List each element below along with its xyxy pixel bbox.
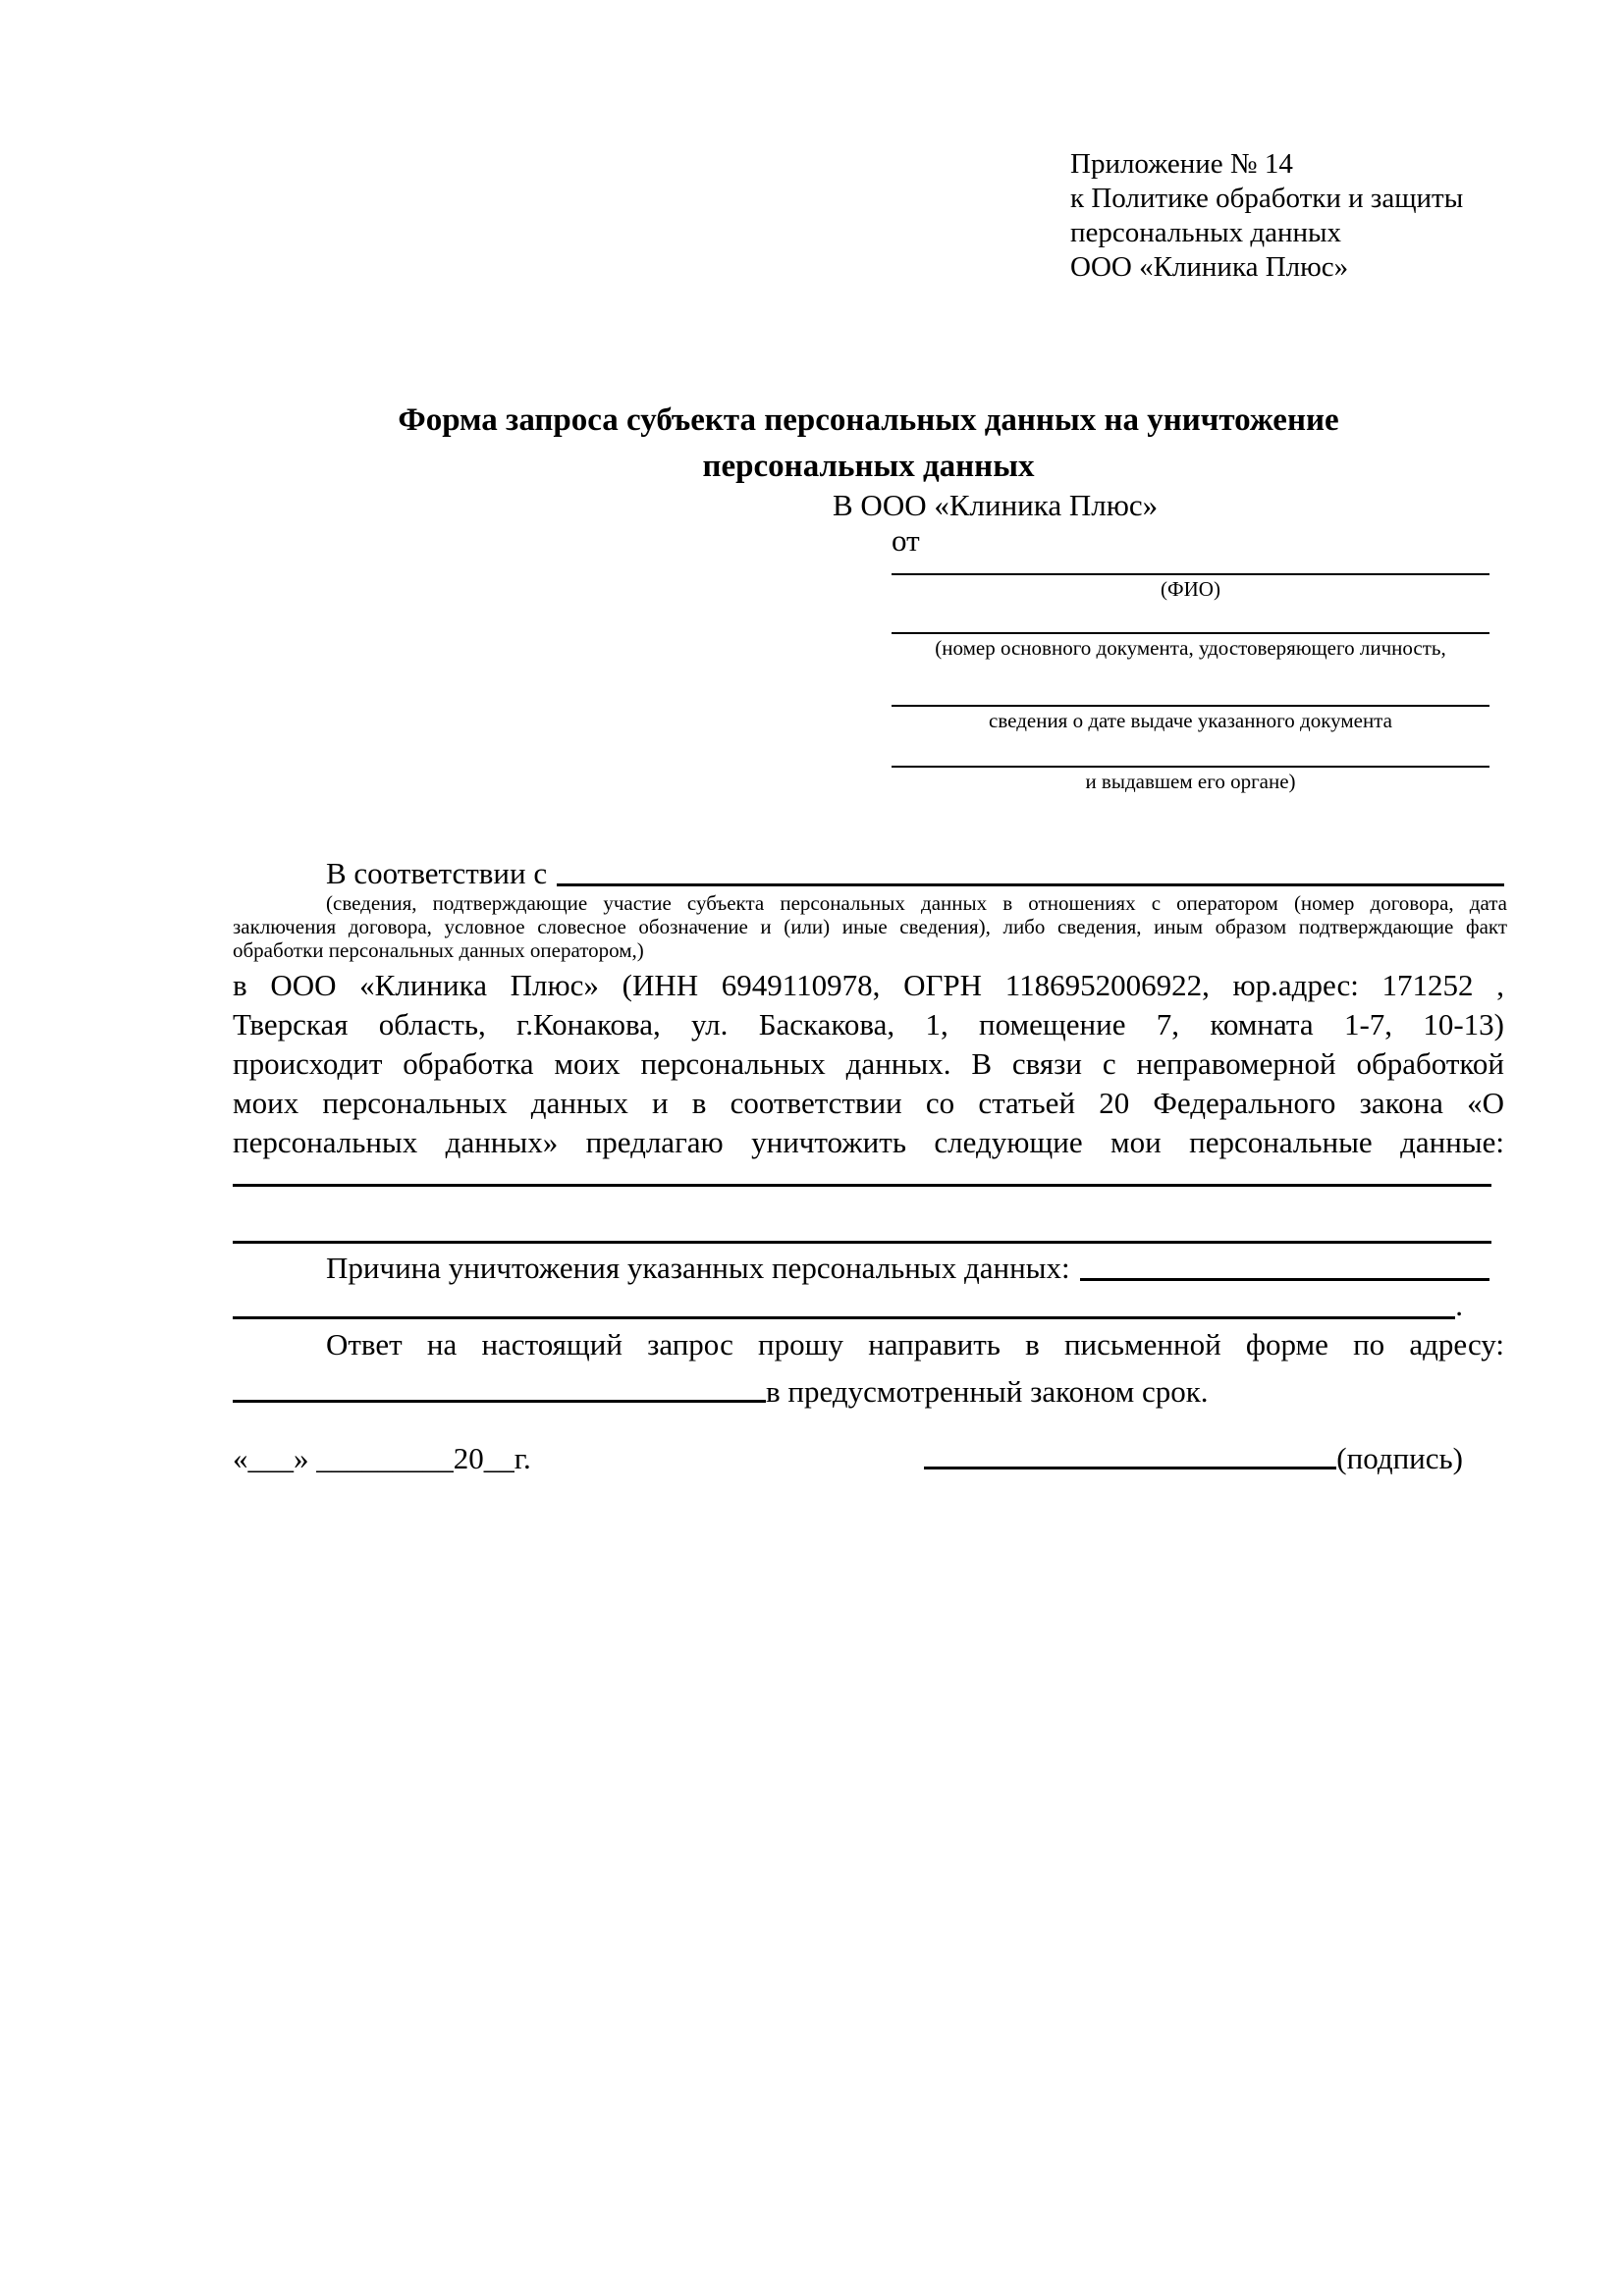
issuing-authority-blank-line bbox=[892, 733, 1489, 768]
appendix-line: к Политике обработки и защиты bbox=[1070, 183, 1464, 214]
reason-label: Причина уничтожения указанных персональных данных: bbox=[326, 1251, 1070, 1285]
period-mark: . bbox=[1455, 1288, 1463, 1322]
answer-suffix: в предусмотренный законом срок. bbox=[766, 1374, 1209, 1409]
title-line-1: Форма запроса субъекта персональных данных на уничтожение bbox=[398, 402, 1339, 438]
note-line: обработки персональных данных оператором,) bbox=[233, 938, 644, 962]
issue-date-caption: сведения о дате выдаче указанного документа bbox=[989, 709, 1392, 732]
fio-blank-line bbox=[892, 550, 1489, 575]
accordance-blank-line bbox=[557, 856, 1504, 886]
signature-caption: (подпись) bbox=[1336, 1441, 1463, 1475]
document-title bbox=[233, 398, 1504, 490]
date-field: «___» _________20__г. bbox=[233, 1441, 531, 1475]
body-line: происходит обработка моих персональных данных. В связи с неправомерной обработкой bbox=[233, 1046, 1504, 1081]
explanatory-note bbox=[233, 891, 1507, 962]
accordance-line bbox=[233, 856, 1504, 891]
issuing-authority-caption: и выдавшем его органе) bbox=[1085, 770, 1296, 793]
answer-address-line bbox=[233, 1374, 1504, 1410]
appendix-line: Приложение № 14 bbox=[1070, 148, 1293, 180]
reason-line bbox=[233, 1251, 1504, 1286]
data-blank-line bbox=[233, 1164, 1491, 1187]
body-line: персональных данных» предлагаю уничтожить следующие мои персональные данные: bbox=[233, 1125, 1504, 1159]
id-document-blank-line bbox=[892, 602, 1489, 634]
reason-blank-line bbox=[1080, 1251, 1489, 1281]
body-line: Тверская область, г.Конакова, ул. Баскакова, 1, помещение 7, комната 1-7, 10-13) bbox=[233, 1007, 1504, 1041]
signature-block bbox=[924, 1441, 1463, 1476]
data-blank-line bbox=[233, 1221, 1491, 1244]
blank-fill bbox=[233, 1291, 1455, 1319]
body-line: в ООО «Клиника Плюс» (ИНН 6949110978, ОГРН 1186952006922, юр.адрес: 171252 , bbox=[233, 968, 1504, 1002]
title-line-2: персональных данных bbox=[702, 449, 1035, 484]
fio-caption: (ФИО) bbox=[1161, 577, 1220, 601]
appendix-line: персональных данных bbox=[1070, 217, 1342, 248]
date-signature-row bbox=[233, 1441, 1504, 1476]
appendix-line: ООО «Клиника Плюс» bbox=[1070, 251, 1349, 283]
address-blank-line bbox=[233, 1374, 766, 1403]
accordance-label: В соответствии с bbox=[326, 856, 548, 890]
note-line: (сведения, подтверждающие участие субъекта персональных данных в отношениях с оператором (номер договора, дата bbox=[326, 891, 1507, 915]
appendix-block bbox=[1070, 147, 1463, 285]
from-label: от bbox=[892, 523, 920, 558]
id-document-caption: (номер основного документа, удостоверяющего личность, bbox=[935, 636, 1446, 660]
answer-request-line: Ответ на настоящий запрос прошу направить в письменной форме по адресу: bbox=[326, 1327, 1504, 1362]
reason-blank-line-2 bbox=[233, 1288, 1463, 1322]
body-paragraph bbox=[233, 966, 1504, 1162]
signature-blank-line bbox=[924, 1441, 1336, 1469]
issue-date-blank-line bbox=[892, 661, 1489, 707]
note-line: заключения договора, условное словесное обозначение и (или) иные сведения), либо сведения, иным образом подтверждающие факт bbox=[233, 915, 1507, 938]
recipient-fields-block bbox=[892, 550, 1489, 794]
body-line: моих персональных данных и в соответствии со статьей 20 Федерального закона «О bbox=[233, 1086, 1504, 1120]
recipient-organization: В ООО «Клиника Плюс» bbox=[833, 488, 1159, 522]
